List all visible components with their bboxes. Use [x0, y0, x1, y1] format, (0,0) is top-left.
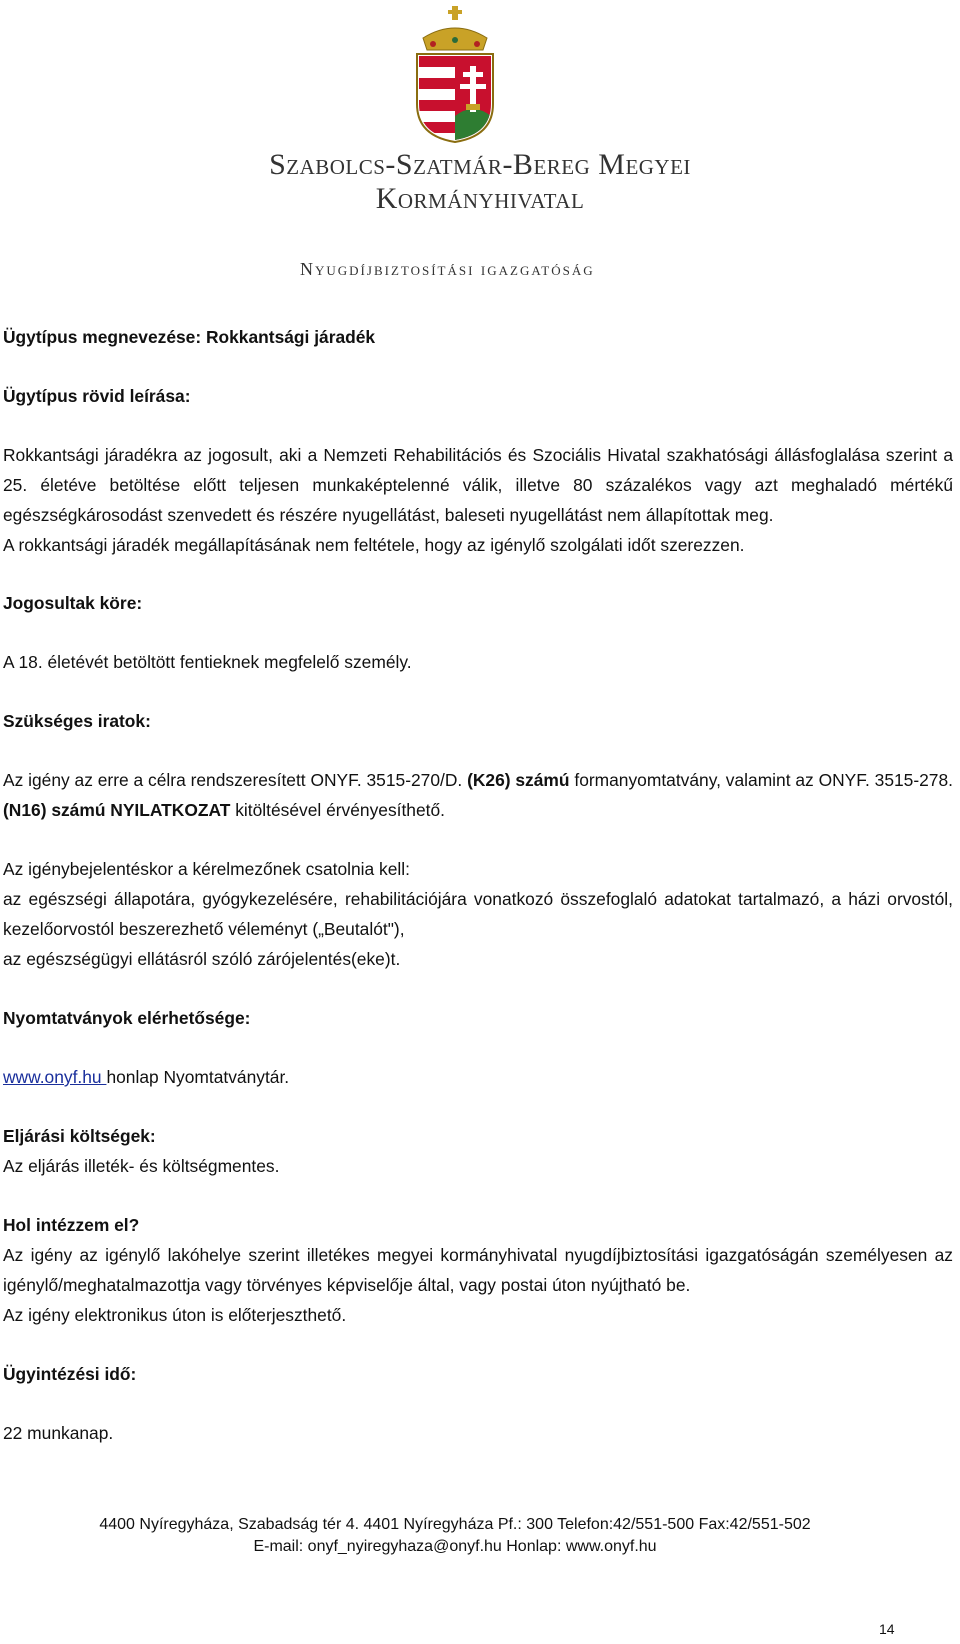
document-body	[3, 322, 953, 1448]
processing-time-text: 22 munkanap.	[3, 1423, 114, 1443]
costs-text: Az eljárás illeték- és költségmentes.	[3, 1156, 280, 1176]
attachments-item-medical: az egészségi állapotára, gyógykezelésére, rehabilitációjára vonatkozó összefoglaló adatokat tartalmazó, a házi orvostól, kezelőorvostól beszerezhető véleményt („Beutalót"),	[3, 889, 953, 939]
letterhead	[0, 0, 960, 300]
org-name-line2: Kormányhivatal	[375, 182, 585, 215]
org-name-line1: Szabolcs-Szatmár-Bereg Megyei	[269, 148, 691, 181]
short-description-heading: Ügytípus rövid leírása:	[3, 386, 191, 406]
onyf-link[interactable]: www.onyf.hu	[3, 1067, 107, 1087]
short-description-note: A rokkantsági járadék megállapításának nem feltétele, hogy az igénylő szolgálati időt szerezzen.	[3, 535, 745, 555]
required-documents-text: Az igény az erre a célra rendszeresített ONYF. 3515-270/D. (K26) számú formanyomtatvány, valamint az ONYF. 3515-278. (N16) számú NYILATKOZAT kitöltésével érvényesíthető.	[3, 770, 953, 820]
short-description-paragraph: Rokkantsági járadékra az jogosult, aki a Nemzeti Rehabilitációs és Szociális Hivatal szakhatósági állásfoglalása szerint a 25. életéve betöltése előtt teljesen munkaképtelenné válik, illetve 80 százalékos vagy azt meghaladó mértékű egészségkárosodást szenvedett és részére nyugellátást, baleseti nyugellátást nem állapítottak meg.	[3, 445, 953, 525]
department-name: Nyugdíjbiztosítási igazgatóság	[300, 259, 595, 279]
coat-of-arms-icon	[413, 4, 497, 144]
case-type-title: Ügytípus megnevezése: Rokkantsági járadék	[3, 327, 376, 347]
footer-address: 4400 Nyíregyháza, Szabadság tér 4. 4401 Nyíregyháza Pf.: 300 Telefon:42/551-500 Fax:42/551-502	[99, 1516, 811, 1533]
attachments-intro: Az igénybejelentéskor a kérelmezőnek csatolnia kell:	[3, 859, 410, 879]
crown-icon	[423, 6, 487, 50]
forms-heading: Nyomtatványok elérhetősége:	[3, 1008, 251, 1028]
where-electronic: Az igény elektronikus úton is előterjeszthető.	[3, 1305, 347, 1325]
page-number: 14	[879, 1621, 895, 1637]
shield-icon	[417, 54, 493, 144]
where-paragraph: Az igény az igénylő lakóhelye szerint illetékes megyei kormányhivatal nyugdíjbiztosítási igazgatóságán személyesen az igénylő/meghatalmazottja vagy törvényes képviselője által, vagy postai úton nyújtható be.	[3, 1245, 953, 1295]
footer-contact: E-mail: onyf_nyiregyhaza@onyf.hu Honlap: www.onyf.hu	[253, 1538, 657, 1555]
processing-time-heading: Ügyintézési idő:	[3, 1364, 137, 1384]
footer	[0, 1514, 910, 1558]
eligible-heading: Jogosultak köre:	[3, 593, 143, 613]
forms-text: www.onyf.hu honlap Nyomtatványtár.	[3, 1067, 290, 1087]
attachments-item-discharge: az egészségügyi ellátásról szóló zárójelentés(eke)t.	[3, 949, 401, 969]
required-documents-heading: Szükséges iratok:	[3, 711, 151, 731]
where-heading: Hol intézzem el?	[3, 1215, 140, 1235]
costs-heading: Eljárási költségek:	[3, 1126, 156, 1146]
eligible-text: A 18. életévét betöltött fentieknek megfelelő személy.	[3, 652, 412, 672]
